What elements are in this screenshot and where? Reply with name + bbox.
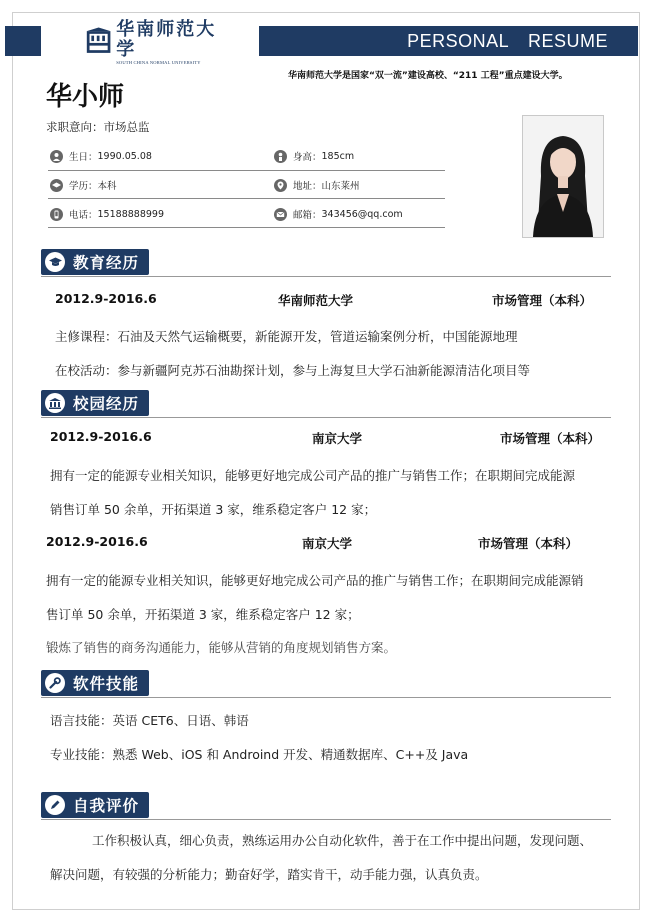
section-divider bbox=[41, 819, 611, 820]
campus-entry-role: 市场管理（本科） bbox=[500, 431, 601, 446]
campus-entry-date: 2012.9-2016.6 bbox=[46, 534, 148, 549]
section-tag bbox=[41, 670, 149, 696]
campus-entry-text: 拥有一定的能源专业相关知识，能够更好地完成公司产品的推广与销售工作；在职期间完成能源销 bbox=[46, 573, 584, 588]
user-icon bbox=[50, 150, 63, 163]
info-email: 邮箱： 343456@qq.com bbox=[274, 207, 403, 221]
campus-entry-org: 南京大学 bbox=[312, 431, 363, 446]
campus-entry-text: 销售订单 50 余单，开拓渠道 3 家，维系稳定客户 12 家； bbox=[50, 502, 377, 517]
section-divider bbox=[41, 697, 611, 698]
section-header-self-eval bbox=[41, 792, 149, 818]
graduation-cap-icon bbox=[50, 179, 63, 192]
education-date: 2012.9-2016.6 bbox=[55, 291, 157, 306]
info-divider bbox=[48, 198, 445, 199]
height-icon bbox=[274, 150, 287, 163]
section-header-skills bbox=[41, 670, 149, 696]
mail-icon bbox=[274, 208, 287, 221]
section-divider bbox=[41, 417, 611, 418]
skills-professional: 专业技能：熟悉 Web、iOS 和 Androind 开发、精通数据库、C++及 Java bbox=[50, 747, 469, 762]
section-header-campus bbox=[41, 390, 149, 416]
wrench-icon bbox=[45, 673, 65, 693]
campus-entry-org: 南京大学 bbox=[302, 536, 353, 551]
section-tag bbox=[41, 390, 149, 416]
building-icon bbox=[45, 393, 65, 413]
section-tag bbox=[41, 249, 149, 275]
info-address: 地址： 山东莱州 bbox=[274, 178, 360, 192]
candidate-name: 华小师 bbox=[46, 82, 125, 112]
section-title: 自我评价 bbox=[73, 797, 140, 815]
info-education: 学历： 本科 bbox=[50, 178, 117, 192]
campus-entry-text: 锻炼了销售的商务沟通能力，能够从营销的角度规划销售方案。 bbox=[46, 640, 397, 655]
education-school: 华南师范大学 bbox=[278, 293, 354, 308]
education-activities: 在校活动：参与新疆阿克苏石油勘探计划，参与上海复旦大学石油新能源清洁化项目等 bbox=[55, 363, 531, 378]
university-seal-icon bbox=[85, 26, 112, 58]
section-title: 校园经历 bbox=[73, 395, 140, 413]
resume-title bbox=[407, 31, 608, 52]
section-title: 软件技能 bbox=[73, 675, 140, 693]
section-title: 教育经历 bbox=[73, 254, 140, 272]
logo-english-name: SOUTH CHINA NORMAL UNIVERSITY bbox=[116, 59, 201, 65]
info-divider bbox=[48, 227, 445, 228]
location-pin-icon bbox=[274, 179, 287, 192]
skills-language: 语言技能：英语 CET6、日语、韩语 bbox=[50, 713, 249, 728]
info-height: 身高： 185cm bbox=[274, 149, 354, 163]
logo-chinese-name: 华南师范大学 bbox=[116, 18, 217, 60]
job-intent: 求职意向：市场总监 bbox=[46, 120, 150, 134]
university-logo bbox=[85, 18, 225, 65]
phone-icon bbox=[50, 208, 63, 221]
campus-entry-text: 拥有一定的能源专业相关知识，能够更好地完成公司产品的推广与销售工作；在职期间完成能源 bbox=[50, 468, 576, 483]
education-courses: 主修课程：石油及天然气运输概要，新能源开发，管道运输案例分析，中国能源地理 bbox=[55, 329, 518, 344]
self-eval-text: 工作积极认真，细心负责，熟练运用办公自动化软件，善于在工作中提出问题，发现问题、 bbox=[92, 833, 593, 848]
self-eval-text: 解决问题，有较强的分析能力；勤奋好学，踏实肯干，动手能力强，认真负责。 bbox=[50, 867, 488, 882]
graduation-cap-icon bbox=[45, 252, 65, 272]
pencil-icon bbox=[45, 795, 65, 815]
profile-photo bbox=[522, 115, 604, 238]
info-birthday: 生日： 1990.05.08 bbox=[50, 149, 152, 163]
resume-title-left: PERSONAL bbox=[407, 30, 509, 51]
campus-entry-date: 2012.9-2016.6 bbox=[50, 429, 152, 444]
education-major: 市场管理（本科） bbox=[492, 293, 593, 308]
section-divider bbox=[41, 276, 611, 277]
header-bar-left bbox=[5, 26, 41, 56]
campus-entry-role: 市场管理（本科） bbox=[478, 536, 579, 551]
section-header-education bbox=[41, 249, 149, 275]
section-tag bbox=[41, 792, 149, 818]
header-bar-right bbox=[259, 26, 638, 56]
university-slogan: 华南师范大学是国家“双一流”建设高校、“211 工程”重点建设大学。 bbox=[288, 71, 568, 81]
campus-entry-text: 售订单 50 余单，开拓渠道 3 家，维系稳定客户 12 家； bbox=[46, 607, 360, 622]
info-phone: 电话： 15188888999 bbox=[50, 207, 164, 221]
info-divider bbox=[48, 170, 445, 171]
resume-title-right: RESUME bbox=[527, 30, 608, 51]
